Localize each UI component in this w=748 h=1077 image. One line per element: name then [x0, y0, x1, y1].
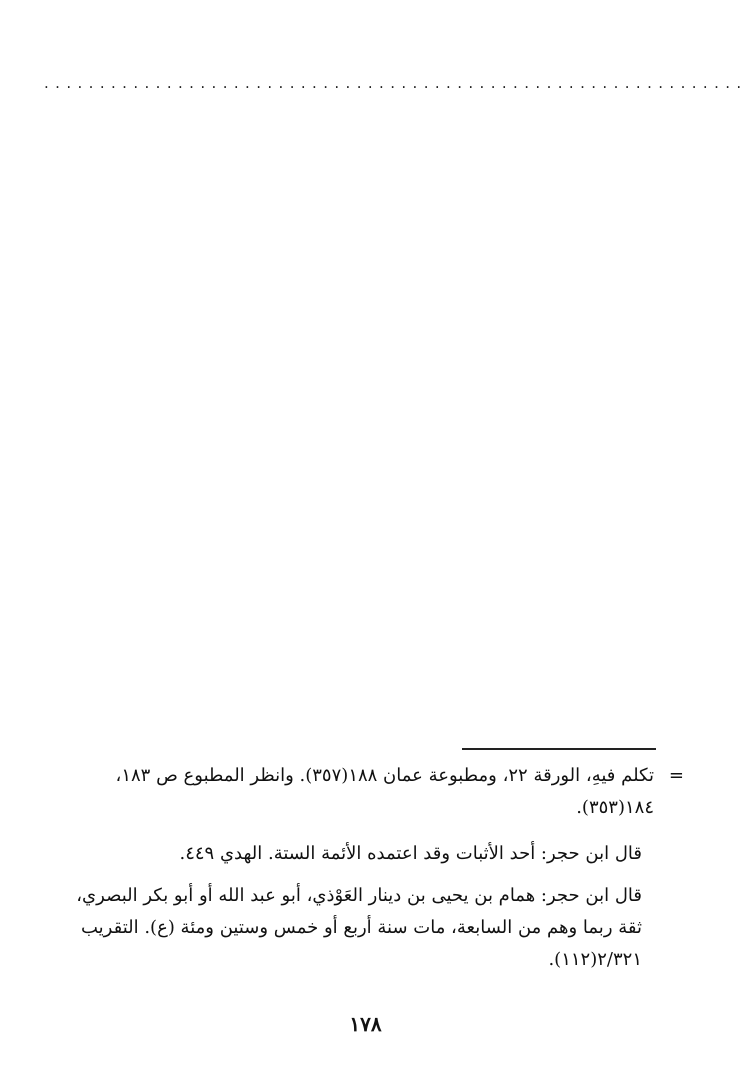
dotted-separator: ...............................................................: [44, 74, 748, 92]
continuation-mark: =: [668, 765, 684, 786]
footnote-rule: [462, 748, 656, 750]
footnote-continuation: [56, 760, 686, 824]
page-number: ١٧٨: [349, 1012, 382, 1036]
footnotes-section: [56, 760, 686, 976]
footnote-text: تكلم فيهِ، الورقة ٢٢، ومطبوعة عمان ١٨٨(٣٥٧). وانظر المطبوع ص ١٨٣، ١٨٤(٣٥٣).: [115, 765, 654, 818]
footnote-ibn-hajar-taqrib: قال ابن حجر: همام بن يحيى بن دينار العَوْذي، أبو عبد الله أو أبو بكر البصري، ثقة ربما وهم من السابعة، مات سنة أربع أو خمس وستين ومئة (ع). التقريب ٢/٣٢١(١١٢).: [76, 885, 642, 970]
footnote-ibn-hajar-hadi: قال ابن حجر: أحد الأثبات وقد اعتمده الأئمة الستة. الهدي ٤٤٩.: [179, 843, 642, 864]
